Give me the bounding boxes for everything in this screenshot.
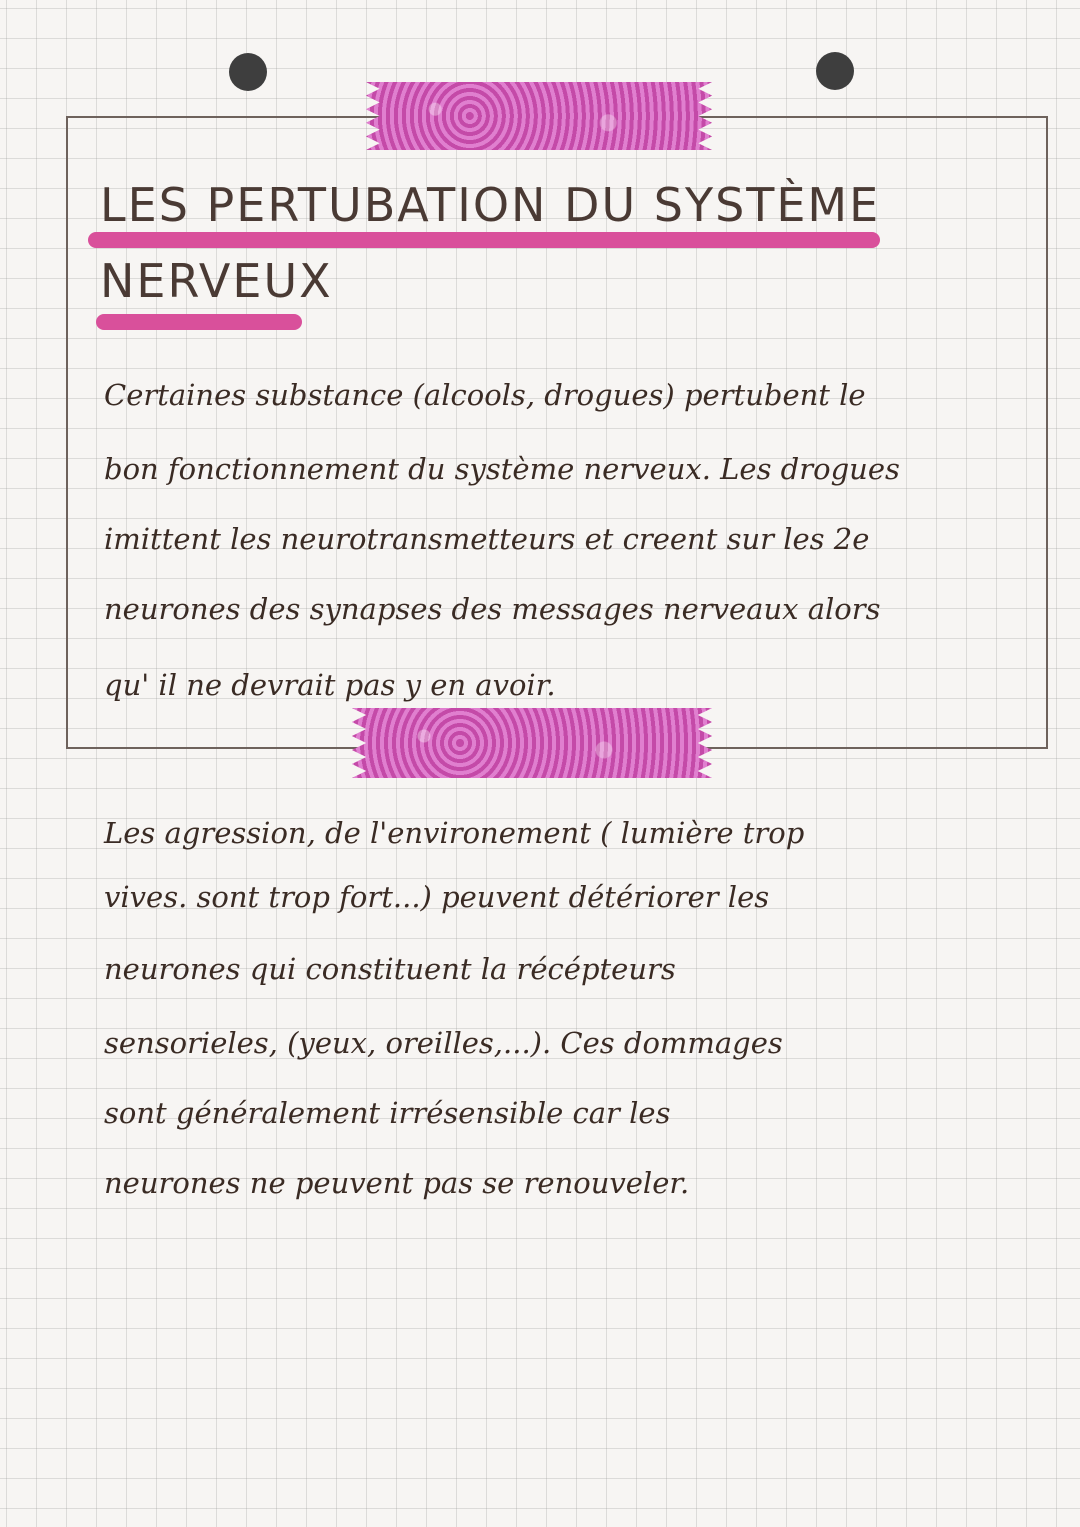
paragraph-1-line-2: bon fonctionnement du système nerveux. Les drogues [104,452,900,486]
paragraph-2-line-6: neurones ne peuvent pas se renouveler. [104,1166,690,1200]
binder-hole-left [229,53,267,91]
paragraph-1-line-5: qu' il ne devrait pas y en avoir. [104,668,556,702]
paragraph-2-line-3: neurones qui constituent la récépteurs [104,952,676,986]
paragraph-2-line-5: sont généralement irrésensible car les [104,1096,671,1130]
washi-tape-bottom [352,708,712,778]
paragraph-1-line-3: imittent les neurotransmetteurs et creent sur les 2e [104,522,870,556]
page-title-line-2: NERVEUX [100,254,333,308]
washi-tape-top [366,82,712,150]
paragraph-2-line-1: Les agression, de l'environement ( lumière trop [104,816,805,850]
title-highlight-2 [96,314,302,330]
page-title-line-1: LES PERTUBATION DU SYSTÈME [100,178,881,232]
title-highlight-1 [88,232,880,248]
paragraph-2-line-4: sensorieles, (yeux, oreilles,...). Ces dommages [104,1026,783,1060]
paragraph-1-line-1: Certaines substance (alcools, drogues) pertubent le [104,378,866,412]
paragraph-1-line-4: neurones des synapses des messages nerveaux alors [104,592,881,626]
paragraph-2-line-2: vives. sont trop fort...) peuvent détériorer les [104,880,770,914]
binder-hole-right [816,52,854,90]
